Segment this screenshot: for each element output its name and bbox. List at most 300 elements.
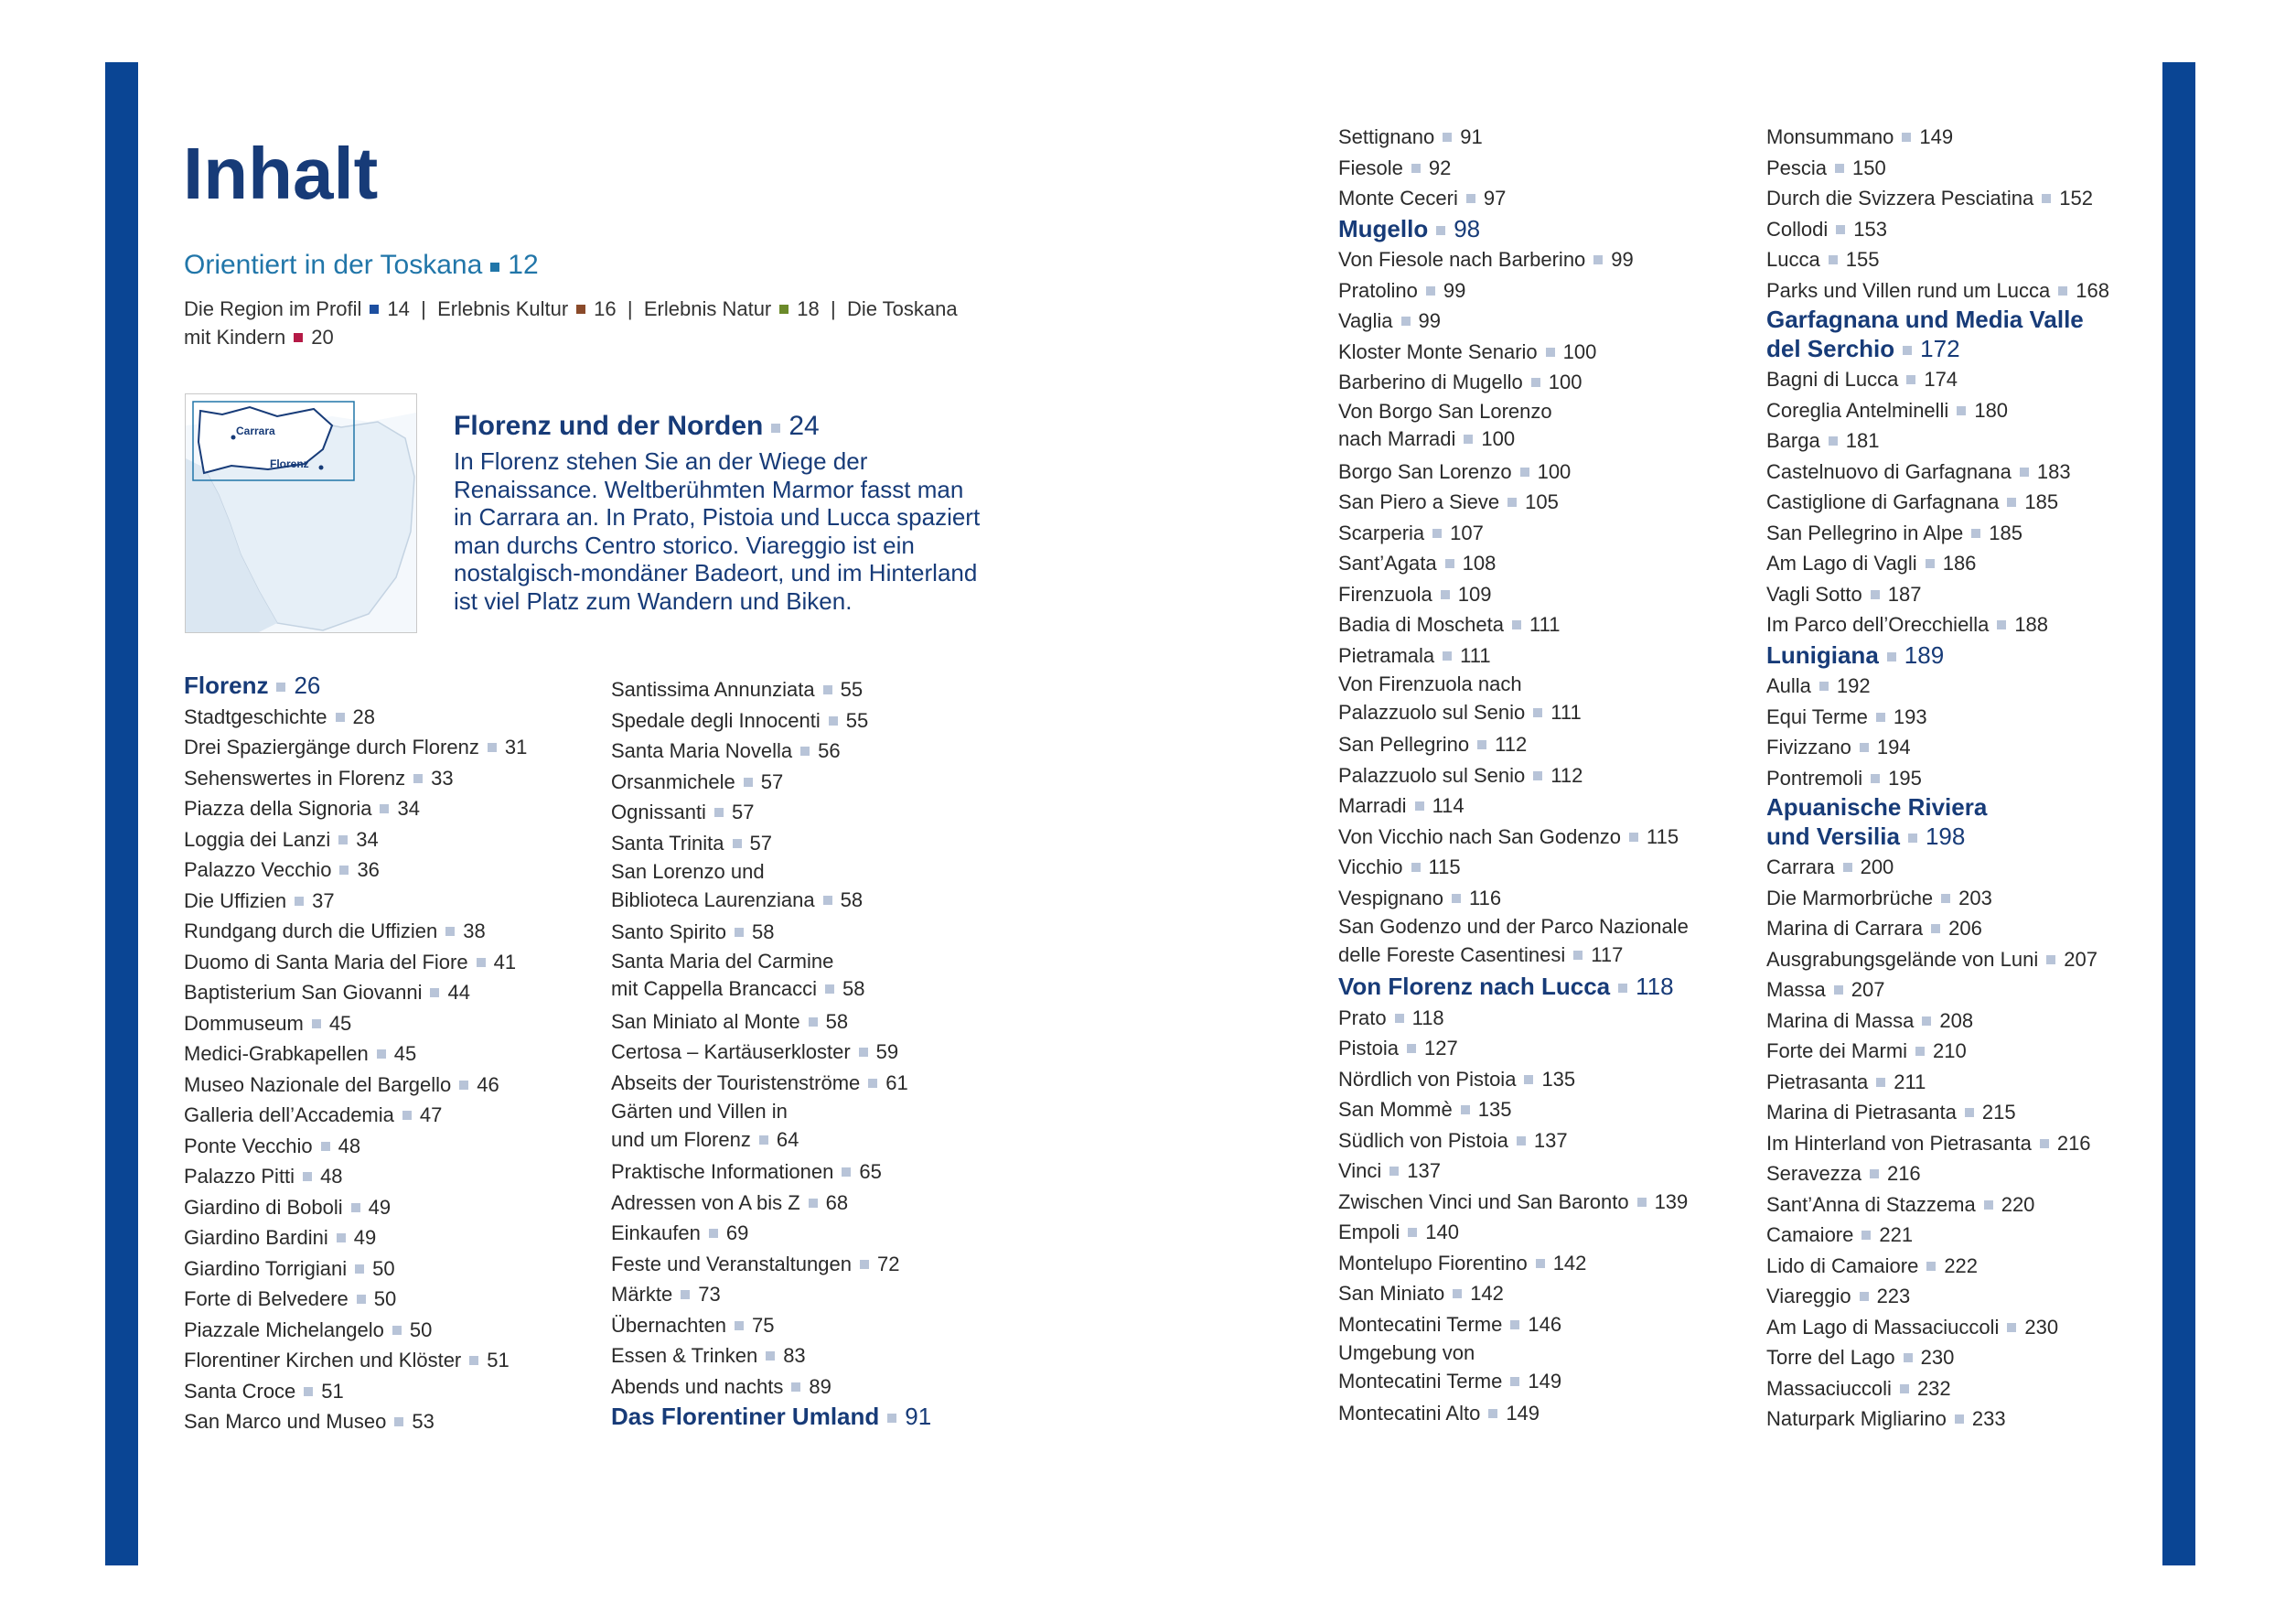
toc-entry-title: Pietrasanta bbox=[1766, 1070, 1869, 1093]
toc-entry[interactable] bbox=[184, 855, 586, 886]
toc-section-heading[interactable] bbox=[1766, 640, 2151, 672]
toc-entry-page: 56 bbox=[818, 739, 841, 762]
toc-entry-page: 115 bbox=[1428, 855, 1461, 878]
toc-entry[interactable] bbox=[1338, 790, 1759, 822]
toc-entry[interactable] bbox=[1766, 1158, 2151, 1189]
toc-entry[interactable] bbox=[184, 886, 586, 917]
page-bullet bbox=[1452, 894, 1461, 903]
toc-entry-page: 34 bbox=[397, 797, 420, 820]
page-bullet bbox=[303, 1172, 312, 1181]
toc-entry[interactable] bbox=[1338, 548, 1759, 579]
toc-entry-title: Zwischen Vinci und San Baronto bbox=[1338, 1189, 1629, 1213]
toc-entry-page: 58 bbox=[825, 1009, 849, 1033]
toc-entry[interactable] bbox=[1338, 367, 1759, 398]
toc-entry-page: 72 bbox=[876, 1252, 900, 1275]
toc-entry-page: 232 bbox=[1916, 1376, 1951, 1400]
toc-entry-page: 91 bbox=[905, 1403, 932, 1430]
toc-entry[interactable] bbox=[184, 1315, 586, 1346]
toc-entry-page: 69 bbox=[725, 1221, 749, 1244]
page-bullet bbox=[766, 1351, 775, 1361]
toc-entry-title: Collodi bbox=[1766, 217, 1829, 241]
toc-entry-page: 137 bbox=[1533, 1128, 1568, 1152]
toc-entry-page: 118 bbox=[1636, 973, 1674, 1000]
orient-heading[interactable] bbox=[184, 249, 539, 282]
toc-entry-title: Im Parco dell’Orecchiella bbox=[1766, 613, 1990, 636]
toc-entry[interactable] bbox=[1766, 183, 2151, 214]
toc-entry-page: 111 bbox=[1550, 700, 1582, 724]
toc-entry[interactable] bbox=[1338, 1094, 1759, 1125]
orient-item-2[interactable]: Erlebnis Kultur bbox=[437, 297, 569, 320]
toc-entry-page: 100 bbox=[1562, 339, 1597, 363]
toc-entry-title: Am Lago di Massaciuccoli bbox=[1766, 1315, 2000, 1339]
page-bullet bbox=[1573, 951, 1583, 960]
toc-entry[interactable] bbox=[1338, 1248, 1759, 1279]
toc-entry[interactable] bbox=[611, 674, 1014, 705]
toc-entry[interactable] bbox=[184, 1192, 586, 1223]
toc-entry-title: Stadtgeschichte bbox=[184, 704, 327, 728]
toc-entry[interactable] bbox=[1338, 457, 1759, 488]
toc-entry-page: 50 bbox=[373, 1287, 397, 1310]
toc-entry[interactable] bbox=[184, 732, 586, 763]
toc-entry[interactable] bbox=[611, 948, 1014, 1006]
toc-entry[interactable] bbox=[1338, 671, 1759, 729]
page-bullet bbox=[488, 743, 497, 752]
toc-entry[interactable] bbox=[184, 702, 586, 733]
toc-entry[interactable] bbox=[1338, 153, 1759, 184]
toc-entry-title: Abseits der Touristenströme bbox=[611, 1070, 861, 1094]
toc-entry[interactable] bbox=[611, 1006, 1014, 1038]
toc-entry-page: 215 bbox=[1981, 1101, 2016, 1124]
toc-entry[interactable] bbox=[1766, 275, 2151, 307]
page-bullet bbox=[1965, 1108, 1974, 1117]
toc-entry[interactable] bbox=[611, 1218, 1014, 1249]
toc-entry-page: 222 bbox=[1944, 1253, 1979, 1277]
toc-entry[interactable] bbox=[1338, 852, 1759, 883]
toc-entry[interactable] bbox=[611, 767, 1014, 798]
toc-entry[interactable] bbox=[184, 1222, 586, 1253]
page-bullet bbox=[735, 1321, 744, 1330]
toc-entry[interactable] bbox=[1766, 1067, 2151, 1098]
toc-entry-page: 230 bbox=[2024, 1315, 2059, 1339]
toc-entry-title: San Mommè bbox=[1338, 1098, 1453, 1121]
toc-entry-title: Vaglia bbox=[1338, 309, 1393, 332]
toc-entry[interactable] bbox=[611, 797, 1014, 828]
toc-entry[interactable] bbox=[184, 1253, 586, 1285]
toc-entry-page: 185 bbox=[1989, 521, 2022, 544]
toc-entry[interactable] bbox=[1766, 1189, 2151, 1221]
toc-entry-title: Marradi bbox=[1338, 794, 1407, 817]
toc-entry-title: Santa Croce bbox=[184, 1379, 296, 1403]
toc-entry-page: 58 bbox=[842, 977, 865, 1000]
page-bullet bbox=[709, 1229, 718, 1238]
region-locator-map bbox=[185, 393, 417, 633]
toc-entry[interactable] bbox=[1338, 1339, 1759, 1398]
toc-entry-page: 64 bbox=[776, 1127, 799, 1151]
toc-entry-title: Pratolino bbox=[1338, 278, 1418, 302]
toc-entry[interactable] bbox=[611, 1340, 1014, 1371]
page-bullet bbox=[842, 1167, 851, 1177]
toc-entry[interactable] bbox=[611, 1279, 1014, 1310]
toc-entry-title: Palazzuolo sul Senio bbox=[1338, 763, 1526, 787]
toc-section-heading[interactable] bbox=[184, 671, 586, 702]
toc-entry[interactable] bbox=[1766, 1097, 2151, 1128]
toc-entry[interactable] bbox=[1766, 425, 2151, 457]
toc-entry-page: 206 bbox=[1948, 917, 1982, 940]
toc-entry[interactable] bbox=[1338, 1278, 1759, 1309]
toc-entry-page: 112 bbox=[1550, 763, 1583, 787]
toc-section-heading[interactable] bbox=[611, 1402, 1014, 1433]
toc-entry-page: 36 bbox=[357, 858, 380, 881]
toc-entry-page: 57 bbox=[731, 801, 755, 823]
toc-entry[interactable] bbox=[1766, 852, 2151, 883]
region-heading[interactable] bbox=[454, 410, 820, 443]
toc-entry[interactable] bbox=[611, 1188, 1014, 1219]
toc-section-heading[interactable] bbox=[1766, 306, 2151, 364]
orient-page: 12 bbox=[508, 250, 539, 280]
page-bullet bbox=[477, 958, 486, 967]
toc-entry[interactable] bbox=[1338, 1003, 1759, 1034]
page-bullet bbox=[823, 896, 832, 905]
toc-entry[interactable] bbox=[611, 1249, 1014, 1280]
toc-entry-page: 230 bbox=[1920, 1346, 1955, 1369]
toc-entry-page: 100 bbox=[1481, 427, 1516, 450]
toc-entry[interactable] bbox=[611, 917, 1014, 948]
page-title: Inhalt bbox=[183, 133, 379, 214]
toc-entry[interactable] bbox=[1766, 974, 2151, 1006]
toc-entry[interactable] bbox=[1766, 1128, 2151, 1159]
toc-entry[interactable] bbox=[1766, 1220, 2151, 1251]
toc-entry-page: 57 bbox=[760, 769, 784, 793]
toc-entry[interactable] bbox=[1338, 729, 1759, 760]
toc-entry[interactable] bbox=[1766, 1036, 2151, 1067]
page-bullet bbox=[394, 1417, 403, 1426]
toc-entry[interactable] bbox=[1766, 883, 2151, 914]
toc-entry[interactable] bbox=[611, 1037, 1014, 1068]
toc-entry[interactable] bbox=[1766, 579, 2151, 610]
toc-entry[interactable] bbox=[1766, 702, 2151, 733]
toc-entry-title: Galleria dell’Accademia bbox=[184, 1103, 394, 1126]
page-bullet bbox=[1408, 1228, 1417, 1237]
toc-entry[interactable] bbox=[1766, 548, 2151, 579]
toc-entry[interactable] bbox=[1766, 1281, 2151, 1312]
toc-entry[interactable] bbox=[1338, 1309, 1759, 1340]
page-bullet bbox=[1915, 1047, 1925, 1056]
toc-entry[interactable] bbox=[184, 1284, 586, 1315]
page-bullet bbox=[1512, 620, 1521, 629]
toc-entry-page: 150 bbox=[1852, 156, 1886, 179]
page-bullet bbox=[1546, 348, 1555, 357]
toc-entry-title: Märkte bbox=[611, 1283, 673, 1306]
page-bullet bbox=[1461, 1105, 1470, 1114]
toc-entry[interactable] bbox=[1766, 487, 2151, 518]
toc-column-1 bbox=[184, 671, 586, 1437]
toc-entry[interactable] bbox=[1338, 1125, 1759, 1156]
page-bullet bbox=[809, 1017, 818, 1027]
toc-entry[interactable] bbox=[611, 705, 1014, 737]
toc-entry-page: 68 bbox=[825, 1190, 849, 1214]
toc-entry-title: Fiesole bbox=[1338, 156, 1403, 179]
toc-entry[interactable] bbox=[1766, 732, 2151, 763]
toc-entry-title: San Piero a Sieve bbox=[1338, 490, 1500, 513]
toc-entry[interactable] bbox=[1338, 1064, 1759, 1095]
orient-item-4-part-2[interactable]: mit Kindern bbox=[184, 326, 286, 349]
toc-entry[interactable] bbox=[1766, 457, 2151, 488]
orient-item-4-page: 20 bbox=[311, 326, 334, 349]
toc-entry-title: Südlich von Pistoia bbox=[1338, 1128, 1508, 1152]
toc-entry[interactable] bbox=[1766, 1006, 2151, 1037]
page-bullet bbox=[1955, 1414, 1964, 1424]
toc-entry[interactable] bbox=[1766, 1312, 2151, 1343]
toc-entry-page: 216 bbox=[2056, 1131, 2091, 1155]
toc-entry-page: 41 bbox=[493, 950, 517, 973]
page-bullet bbox=[1443, 651, 1452, 661]
page-bullet bbox=[1876, 1078, 1885, 1087]
toc-entry[interactable] bbox=[184, 1100, 586, 1131]
page-bullet bbox=[1436, 226, 1445, 235]
toc-entry-page: 220 bbox=[2001, 1192, 2035, 1216]
toc-section-heading[interactable] bbox=[1338, 972, 1759, 1003]
page-bullet bbox=[1426, 286, 1435, 296]
toc-entry-title: Ponte Vecchio bbox=[184, 1134, 313, 1157]
toc-entry-page: 38 bbox=[463, 920, 486, 942]
toc-entry[interactable] bbox=[1338, 183, 1759, 214]
page-bullet bbox=[1477, 740, 1486, 749]
toc-entry-page: 34 bbox=[356, 827, 379, 851]
toc-entry[interactable] bbox=[1338, 640, 1759, 672]
toc-entry-page: 172 bbox=[1920, 335, 1960, 362]
toc-entry[interactable] bbox=[1766, 944, 2151, 975]
toc-entry-page: 75 bbox=[751, 1313, 775, 1337]
page-bullet bbox=[304, 1387, 313, 1396]
toc-entry[interactable] bbox=[611, 858, 1014, 917]
toc-entry[interactable] bbox=[1766, 1251, 2151, 1282]
page-bullet bbox=[1957, 406, 1966, 415]
toc-entry-title: Sant’Agata bbox=[1338, 552, 1437, 575]
toc-entry-page: 188 bbox=[2014, 613, 2049, 636]
page-bullet bbox=[887, 1414, 896, 1423]
page-bullet bbox=[825, 984, 834, 994]
region-bullet bbox=[771, 424, 780, 433]
page-bullet bbox=[2046, 955, 2055, 964]
toc-entry[interactable] bbox=[184, 916, 586, 947]
toc-entry[interactable] bbox=[1338, 1156, 1759, 1187]
toc-entry-page: 48 bbox=[338, 1134, 361, 1157]
toc-entry-page: 45 bbox=[393, 1042, 417, 1065]
orient-item-3[interactable]: Erlebnis Natur bbox=[643, 297, 772, 320]
toc-entry-page: 233 bbox=[1971, 1407, 2006, 1430]
toc-entry[interactable] bbox=[1338, 1033, 1759, 1064]
toc-entry[interactable] bbox=[184, 1038, 586, 1070]
toc-entry-title: Drei Spaziergänge durch Florenz bbox=[184, 736, 479, 758]
toc-entry[interactable] bbox=[1766, 395, 2151, 426]
toc-entry-title: Von Florenz nach Lucca bbox=[1338, 973, 1611, 1000]
toc-section-heading[interactable] bbox=[1766, 793, 2151, 852]
toc-entry[interactable] bbox=[184, 763, 586, 794]
toc-entry[interactable] bbox=[611, 1156, 1014, 1188]
toc-entry[interactable] bbox=[1766, 913, 2151, 944]
toc-entry[interactable] bbox=[1338, 306, 1759, 337]
toc-entry[interactable] bbox=[1766, 518, 2151, 549]
toc-entry-page: 146 bbox=[1528, 1312, 1562, 1336]
toc-entry[interactable] bbox=[184, 824, 586, 855]
toc-entry[interactable] bbox=[611, 828, 1014, 859]
page-bullet bbox=[1531, 378, 1540, 387]
toc-entry[interactable] bbox=[1338, 244, 1759, 275]
toc-entry-title: San Pellegrino bbox=[1338, 733, 1470, 756]
page-bullet bbox=[1524, 1075, 1533, 1084]
toc-entry-page: 194 bbox=[1876, 736, 1911, 758]
toc-entry[interactable] bbox=[1766, 671, 2151, 702]
toc-entry-title: Vagli Sotto bbox=[1766, 582, 1862, 606]
toc-entry-page: 189 bbox=[1904, 640, 1945, 669]
toc-entry[interactable] bbox=[611, 736, 1014, 767]
page-bullet bbox=[1871, 774, 1880, 783]
toc-entry[interactable] bbox=[1766, 364, 2151, 395]
page-bullet bbox=[1922, 1016, 1931, 1026]
toc-entry[interactable] bbox=[184, 977, 586, 1008]
page-bullet bbox=[733, 839, 742, 848]
toc-entry[interactable] bbox=[1338, 398, 1759, 457]
toc-entry-title: Praktische Informationen bbox=[611, 1160, 834, 1183]
toc-entry-page: 51 bbox=[321, 1379, 344, 1403]
toc-entry[interactable] bbox=[1766, 122, 2151, 153]
toc-entry[interactable] bbox=[1766, 214, 2151, 245]
toc-entry-title: Firenzuola bbox=[1338, 582, 1432, 606]
toc-entry[interactable] bbox=[1338, 337, 1759, 368]
toc-entry[interactable] bbox=[1338, 122, 1759, 153]
toc-entry-title: Bagni di Lucca bbox=[1766, 368, 1899, 391]
page-bullet bbox=[1443, 133, 1452, 142]
toc-entry-page: 203 bbox=[1958, 886, 1992, 909]
page-bullet bbox=[1906, 375, 1915, 384]
toc-entry[interactable] bbox=[184, 1070, 586, 1101]
toc-entry-title: San Godenzo und der Parco Nazionale delle Foreste Casentinesi bbox=[1338, 915, 1689, 966]
toc-entry[interactable] bbox=[1766, 1342, 2151, 1373]
toc-entry-title: Feste und Veranstaltungen bbox=[611, 1252, 852, 1275]
toc-entry-page: 117 bbox=[1591, 942, 1624, 966]
page-bullet bbox=[829, 716, 838, 726]
page-bullet bbox=[1453, 1289, 1462, 1298]
toc-entry-title: Ausgrabungsgelände von Luni bbox=[1766, 947, 2039, 971]
toc-entry-title: Ognissanti bbox=[611, 801, 706, 823]
toc-entry[interactable] bbox=[1338, 913, 1759, 972]
toc-section-heading[interactable] bbox=[1338, 214, 1759, 245]
toc-entry-title: Adressen von A bis Z bbox=[611, 1190, 800, 1214]
toc-entry[interactable] bbox=[184, 1376, 586, 1407]
toc-entry[interactable] bbox=[184, 1131, 586, 1162]
toc-entry-title: Castiglione di Garfagnana bbox=[1766, 490, 2000, 513]
toc-entry-page: 152 bbox=[2059, 187, 2093, 210]
page-bullet bbox=[1629, 833, 1638, 842]
page-bullet bbox=[413, 774, 423, 783]
toc-entry[interactable] bbox=[1338, 1217, 1759, 1248]
toc-entry-page: 55 bbox=[845, 708, 869, 732]
toc-entry[interactable] bbox=[184, 1161, 586, 1192]
toc-entry[interactable] bbox=[1338, 760, 1759, 791]
page-bullet bbox=[1536, 1259, 1545, 1268]
toc-entry[interactable] bbox=[1338, 1187, 1759, 1218]
separator: | bbox=[415, 297, 432, 320]
toc-entry-title: Giardino Bardini bbox=[184, 1226, 328, 1249]
toc-entry-page: 115 bbox=[1647, 824, 1679, 848]
page-bullet bbox=[1829, 255, 1838, 264]
orient-item-1[interactable]: Die Region im Profil bbox=[184, 297, 362, 320]
page-bullet bbox=[1860, 1292, 1869, 1301]
toc-entry-page: 105 bbox=[1525, 490, 1559, 513]
toc-entry[interactable] bbox=[184, 1008, 586, 1039]
page-bullet bbox=[1411, 863, 1421, 872]
page-bullet bbox=[445, 927, 455, 936]
toc-entry-title: Santissima Annunziata bbox=[611, 678, 815, 701]
toc-entry[interactable] bbox=[611, 1098, 1014, 1156]
toc-entry-page: 149 bbox=[1506, 1402, 1540, 1425]
toc-entry-title: Monte Ceceri bbox=[1338, 187, 1458, 210]
toc-entry[interactable] bbox=[1766, 1404, 2151, 1435]
toc-entry[interactable] bbox=[611, 1310, 1014, 1341]
toc-entry-title: Palazzo Vecchio bbox=[184, 858, 332, 881]
toc-entry-title: Pistoia bbox=[1338, 1037, 1400, 1059]
toc-entry[interactable] bbox=[1766, 1373, 2151, 1404]
toc-entry-page: 208 bbox=[1939, 1008, 1974, 1032]
toc-entry[interactable] bbox=[1766, 244, 2151, 275]
page-bullet bbox=[392, 1326, 402, 1335]
page-bullet bbox=[1466, 194, 1475, 203]
toc-entry-title: Camaiore bbox=[1766, 1223, 1854, 1246]
page-bullet bbox=[1836, 225, 1845, 234]
toc-entry[interactable] bbox=[1338, 275, 1759, 307]
orient-item-1-page: 14 bbox=[387, 297, 410, 320]
toc-entry[interactable] bbox=[1338, 579, 1759, 610]
toc-entry-page: 216 bbox=[1886, 1162, 1921, 1185]
toc-entry[interactable] bbox=[1766, 153, 2151, 184]
toc-entry[interactable] bbox=[184, 793, 586, 824]
orient-item-4-part-1[interactable]: Die Toskana bbox=[846, 297, 958, 320]
toc-entry-page: 48 bbox=[320, 1165, 343, 1188]
page-bullet bbox=[1618, 984, 1627, 993]
toc-entry-page: 186 bbox=[1942, 552, 1977, 575]
region-description: In Florenz stehen Sie an der Wiege der Renaissance. Weltberühmten Marmor fasst man in Carrara an. In Prato, Pistoia und Lucca spaziert man durchs Centro storico. Viareggio ist ein nostalgisch-mondäner Badeort, und im Hinterland ist viel Platz zum Wandern und Biken. bbox=[454, 447, 981, 615]
toc-entry[interactable] bbox=[611, 1371, 1014, 1403]
toc-entry[interactable] bbox=[184, 1406, 586, 1437]
orient-title: Orientiert in der Toskana bbox=[184, 250, 483, 280]
toc-entry-page: 221 bbox=[1879, 1223, 1914, 1246]
page-bullet bbox=[1593, 255, 1603, 264]
toc-entry[interactable] bbox=[1338, 518, 1759, 549]
toc-entry[interactable] bbox=[1766, 763, 2151, 794]
toc-entry-title: Massaciuccoli bbox=[1766, 1376, 1892, 1400]
toc-entry-title: Duomo di Santa Maria del Fiore bbox=[184, 950, 468, 973]
toc-entry[interactable] bbox=[1338, 487, 1759, 518]
toc-entry[interactable] bbox=[1338, 822, 1759, 853]
toc-entry-page: 92 bbox=[1428, 156, 1452, 179]
toc-entry-page: 142 bbox=[1470, 1282, 1504, 1305]
toc-entry-title: Essen & Trinken bbox=[611, 1344, 758, 1367]
toc-entry[interactable] bbox=[1766, 609, 2151, 640]
toscana-map-icon bbox=[186, 394, 416, 632]
toc-entry-title: Naturpark Migliarino bbox=[1766, 1407, 1947, 1430]
toc-entry-page: 47 bbox=[419, 1103, 443, 1126]
toc-entry-page: 33 bbox=[431, 766, 454, 790]
toc-entry-page: 44 bbox=[447, 981, 470, 1004]
toc-entry[interactable] bbox=[1338, 609, 1759, 640]
toc-entry[interactable] bbox=[184, 1345, 586, 1376]
toc-entry[interactable] bbox=[611, 1068, 1014, 1099]
toc-entry[interactable] bbox=[1338, 1398, 1759, 1429]
toc-entry[interactable] bbox=[1338, 883, 1759, 914]
left-edge-bar bbox=[105, 62, 138, 1565]
page-bullet bbox=[1445, 559, 1454, 568]
toc-entry[interactable] bbox=[184, 947, 586, 978]
